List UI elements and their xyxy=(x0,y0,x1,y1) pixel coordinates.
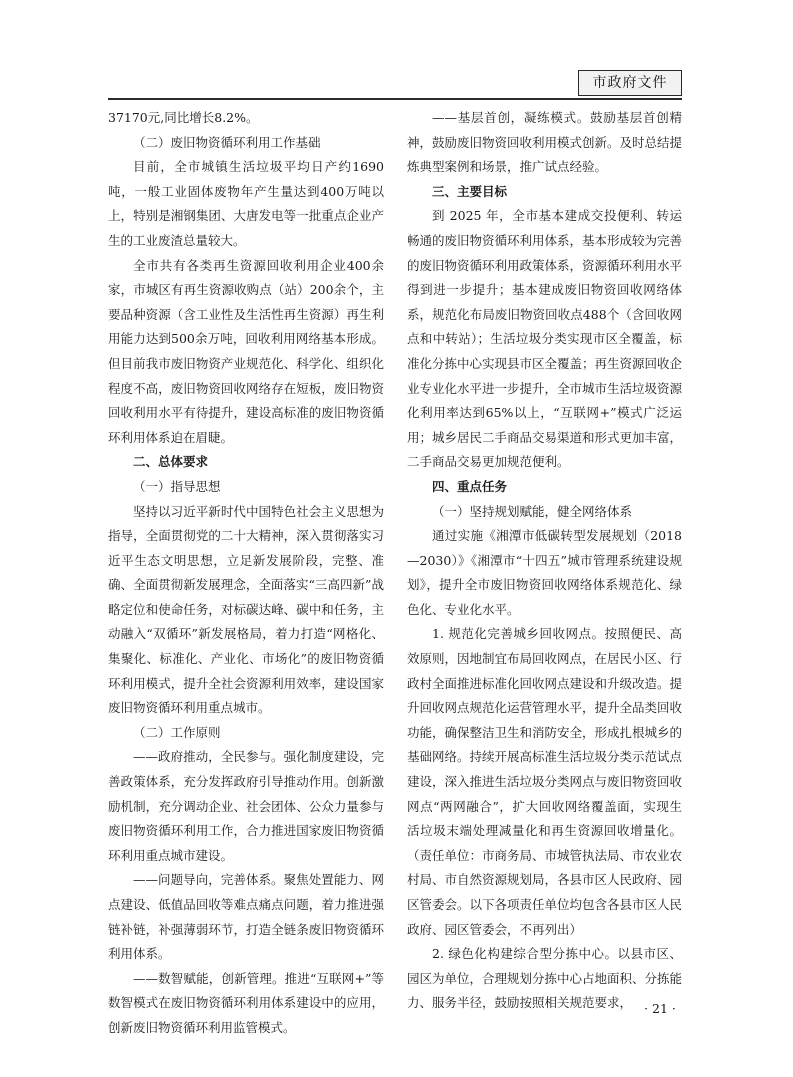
subheading: （一）坚持规划赋能，健全网络体系 xyxy=(432,503,633,519)
right-column xyxy=(407,106,682,1016)
section-heading: 三、主要目标 xyxy=(432,183,508,199)
subheading: （二）工作原则 xyxy=(133,724,221,740)
section-header: 市政府文件 xyxy=(578,70,682,96)
paragraph: 2. 绿色化构建综合型分拣中心。以县市区、园区为单位，合理规划分拣中心占地面积、分拣能力、服务半径，鼓励按照相关规范要求， xyxy=(407,946,683,1011)
section-heading: 四、重点任务 xyxy=(432,478,508,494)
subheading: （一）指导思想 xyxy=(133,478,221,494)
paragraph: ——政府推动，全民参与。强化制度建设，完善政策体系，充分发挥政府引导推动作用。创新激励机制，充分调动企业、社会团体、公众力量参与废旧物资循环利用工作，合力推进国家废旧物资循环利用重点城市建设。 xyxy=(108,749,384,863)
left-column xyxy=(108,106,384,1041)
subheading: （二）废旧物资循环利用工作基础 xyxy=(133,134,321,150)
paragraph: 全市共有各类再生资源回收利用企业400余家，市城区有再生资源收购点（站）200余个，主要品种资源（含工业性及生活性再生资源）再生利用能力达到500余万吨，回收利用网络基本形成。但目前我市废旧物资产业规范化、科学化、组织化程度不高，废旧物资回收网络存在短板，废旧物资回收利用水平有待提升，建设高标准的废旧物资循环利用体系迫在眉睫。 xyxy=(108,257,384,445)
paragraph: 目前，全市城镇生活垃圾平均日产约1690吨，一般工业固体废物年产生量达到400万吨以上，特别是湘钢集团、大唐发电等一批重点企业产生的工业废渣总量较大。 xyxy=(108,159,384,248)
paragraph: 通过实施《湘潭市低碳转型发展规划（2018—2030）》《湘潭市“十四五”城市管理系统建设规划》，提升全市废旧物资回收网络体系规范化、绿色化、专业化水平。 xyxy=(407,528,682,617)
section-heading: 二、总体要求 xyxy=(133,454,209,470)
paragraph: 到 2025 年，全市基本建成交投便利、转运畅通的废旧物资循环利用体系，基本形成较为完善的废旧物资循环利用政策体系，资源循环利用水平得到进一步提升；基本建成废旧物资回收网络体系，规范化布局废旧物资回收点488个（含回收网点和中转站）；生活垃圾分类实现市区全覆盖，标准化分拣中心实现县市区全覆盖；再生资源回收企业专业化水平进一步提升，全市城市生活垃圾资源化利用率达到65%以上，“互联网+”模式广泛运用；城乡居民二手商品交易渠道和形式更加丰富，二手商品交易更加规范便利。 xyxy=(407,208,683,470)
paragraph: ——数智赋能，创新管理。推进“互联网+”等数智模式在废旧物资循环利用体系建设中的应用，创新废旧物资循环利用监管模式。 xyxy=(108,970,384,1035)
paragraph: 37170元,同比增长8.2%。 xyxy=(108,110,259,125)
paragraph: ——问题导向，完善体系。聚焦处置能力、网点建设、低值品回收等难点痛点问题，着力推进强链补链，补强薄弱环节，打造全链条废旧物资循环利用体系。 xyxy=(108,872,384,962)
paragraph: 坚持以习近平新时代中国特色社会主义思想为指导，全面贯彻党的二十大精神，深入贯彻落实习近平生态文明思想，立足新发展阶段，完整、准确、全面贯彻新发展理念，全面落实“三高四新”战略定位和使命任务，对标碳达峰、碳中和任务，主动融入“双循环”新发展格局，着力打造“网格化、集聚化、标准化、产业化、市场化”的废旧物资循环利用模式，提升全社会资源利用效率，建设国家废旧物资循环利用重点城市。 xyxy=(108,503,384,716)
paragraph: ——基层首创，凝练模式。鼓励基层首创精神，鼓励废旧物资回收利用模式创新。及时总结提炼典型案例和场景，推广试点经验。 xyxy=(407,110,683,175)
header-rule xyxy=(108,98,682,100)
paragraph: 1. 规范化完善城乡回收网点。按照便民、高效原则，因地制宜布局回收网点，在居民小区、行政村全面推进标准化回收网点建设和升级改造。提升回收网点规范化运营管理水平，提升全品类回收功能，确保整洁卫生和消防安全，形成扎根城乡的基础网络。持续开展高标准生活垃圾分类示范试点建设，深入推进生活垃圾分类网点与废旧物资回收网点“两网融合”，扩大回收网络覆盖面，实现生活垃圾末端处理减量化和再生资源回收增量化。（责任单位：市商务局、市城管执法局、市农业农村局、市自然资源规划局，各县市区人民政府、园区管委会。以下各项责任单位均包含各县市区人民政府、园区管委会，不再列出） xyxy=(407,626,683,937)
page-number: · 21 · xyxy=(644,1001,676,1016)
